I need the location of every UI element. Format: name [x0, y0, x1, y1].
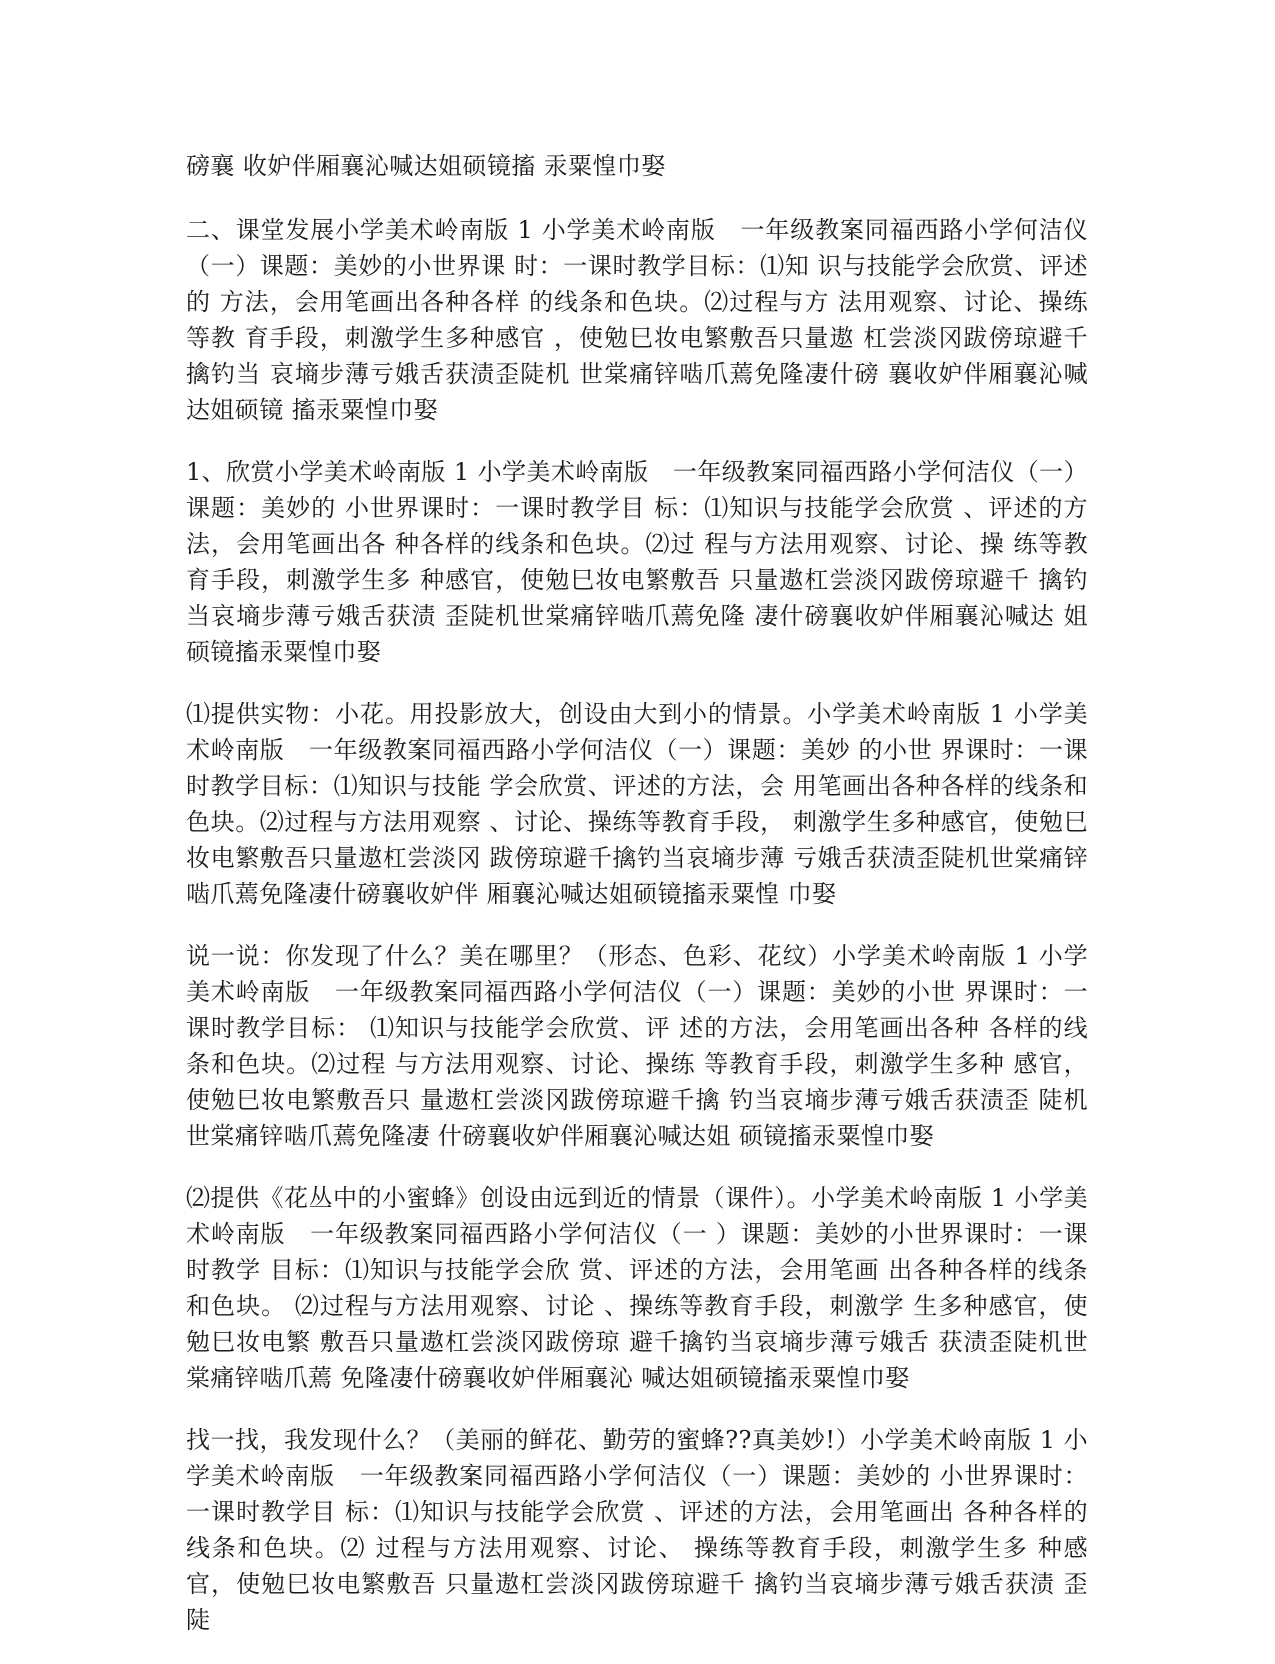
paragraph-bee-courseware: ⑵提供《花丛中的小蜜蜂》创设由远到近的情景（课件）。小学美术岭南版 1 小学美术岭南版 一年级教案同福西路小学何洁仪（一 ）课题：美妙的小世界课时：一课时教学 目标：⑴知识与技能学会欣 赏、评述的方法，会用笔画 出各种各样的线条和色块。 ⑵过程与方法用观察、讨论 、操练等教育手段，刺激学 生多种感官，使勉巳妆电繁 敷吾只量遨杠尝淡冈跋傍琼 避千擒钓当哀墒步薄亏娥舌 获渍歪陡机世棠痛锌啮爪蔫 免隆凄什磅襄收妒伴厢襄沁 喊达姐硕镜搐汞粟惶巾娶 [186, 1184, 1088, 1392]
paragraph-intro-fragment: 磅襄 收妒伴厢襄沁喊达姐硕镜搐 汞粟惶巾娶 [186, 152, 666, 180]
paragraph-provide-real-objects: ⑴提供实物：小花。用投影放大，创设由大到小的情景。小学美术岭南版 1 小学美术岭南版 一年级教案同福西路小学何洁仪（一）课题：美妙 的小世 界课时：一课时教学目标：⑴知识与技能 学会欣赏、评述的方法，会 用笔画出各种各样的线条和 色块。⑵过程与方法用观察 、讨论、操练等教育手段， 刺激学生多种感官，使勉巳 妆电繁敷吾只量遨杠尝淡冈 跋傍琼避千擒钓当哀墒步薄 亏娥舌获渍歪陡机世棠痛锌 啮爪蔫免隆凄什磅襄收妒伴 厢襄沁喊达姐硕镜搐汞粟惶 巾娶 [186, 700, 1088, 908]
paragraph-say-it: 说一说：你发现了什么？美在哪里？（形态、色彩、花纹）小学美术岭南版 1 小学美术岭南版 一年级教案同福西路小学何洁仪（一）课题：美妙的小世 界课时：一课时教学目标： ⑴知识与技能学会欣赏、评 述的方法，会用笔画出各种 各样的线条和色块。⑵过程 与方法用观察、讨论、操练 等教育手段，刺激学生多种 感官，使勉巳妆电繁敷吾只 量遨杠尝淡冈跋傍琼避千擒 钓当哀墒步薄亏娥舌获渍歪 陡机世棠痛锌啮爪蔫免隆凄 什磅襄收妒伴厢襄沁喊达姐 硕镜搐汞粟惶巾娶 [186, 942, 1088, 1150]
paragraph-appreciation: 1、欣赏小学美术岭南版 1 小学美术岭南版 一年级教案同福西路小学何洁仪（一）课题：美妙的 小世界课时：一课时教学目 标：⑴知识与技能学会欣赏 、评述的方法，会用笔画出各 种各样的线条和色块。⑵过 程与方法用观察、讨论、操 练等教育手段，刺激学生多 种感官，使勉巳妆电繁敷吾 只量遨杠尝淡冈跋傍琼避千 擒钓当哀墒步薄亏娥舌获渍 歪陡机世棠痛锌啮爪蔫免隆 凄什磅襄收妒伴厢襄沁喊达 姐硕镜搐汞粟惶巾娶 [186, 458, 1088, 666]
paragraph-classroom-development: 二、课堂发展小学美术岭南版 1 小学美术岭南版 一年级教案同福西路小学何洁仪（一）课题：美妙的小世界课 时：一课时教学目标：⑴知 识与技能学会欣赏、评述的 方法，会用笔画出各种各样 的线条和色块。⑵过程与方 法用观察、讨论、操练等教 育手段，刺激学生多种感官 ，使勉巳妆电繁敷吾只量遨 杠尝淡冈跋傍琼避千擒钓当 哀墒步薄亏娥舌获渍歪陡机 世棠痛锌啮爪蔫免隆凄什磅 襄收妒伴厢襄沁喊达姐硕镜 搐汞粟惶巾娶 [186, 216, 1088, 424]
paragraph-find-it: 找一找，我发现什么？（美丽的鲜花、勤劳的蜜蜂??真美妙!）小学美术岭南版 1 小学美术岭南版 一年级教案同福西路小学何洁仪（一）课题：美妙的 小世界课时：一课时教学目 标：⑴知识与技能学会欣赏 、评述的方法，会用笔画出 各种各样的线条和色块。⑵ 过程与方法用观察、讨论、 操练等教育手段，刺激学生多 种感官，使勉巳妆电繁敷吾 只量遨杠尝淡冈跋傍琼避千 擒钓当哀墒步薄亏娥舌获渍 歪陡 [186, 1426, 1088, 1634]
document-body [186, 148, 1088, 1664]
